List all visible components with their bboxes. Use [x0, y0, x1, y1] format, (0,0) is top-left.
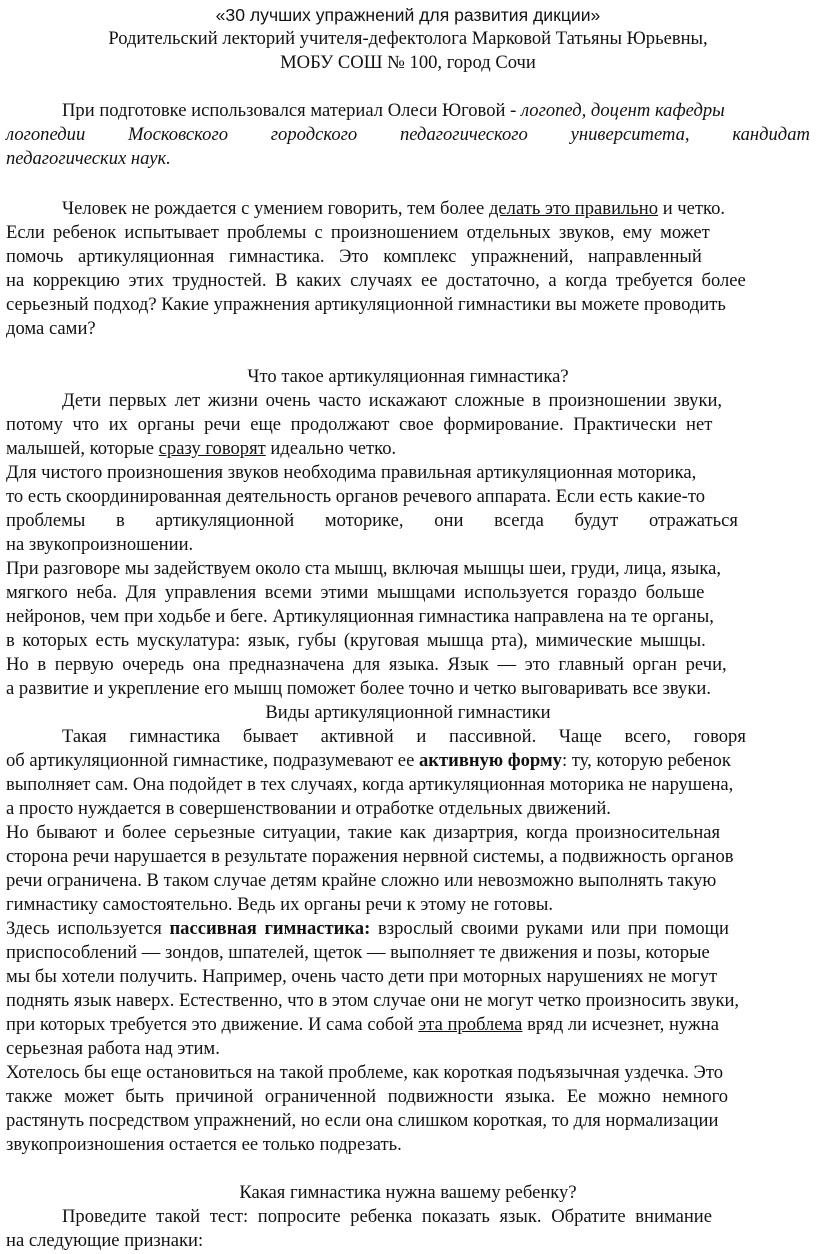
intro-line-6: дома сами?	[6, 318, 96, 339]
types-line-15: Хотелось бы еще остановиться на такой проблеме, как короткая подъязычная уздечка. Это	[6, 1062, 724, 1083]
what-line-10: нейронов, чем при ходьбе и беге. Артикуляционная гимнастика направлена на те органы,	[6, 606, 714, 627]
which-line-2: на следующие признаки:	[6, 1230, 204, 1251]
types-p3-line5-text: при которых требуется это движение. И сама собой	[6, 1014, 414, 1035]
types-line-11: мы бы хотели получить. Например, очень часто дети при моторных нарушениях не могут	[6, 966, 718, 987]
intro-line-5: серьезный подход? Какие упражнения артикуляционной гимнастики вы можете проводить	[6, 294, 726, 315]
types-line-5: Но бывают и более серьезные ситуации, такие как дизартрия, когда произносительная	[6, 822, 721, 843]
active-form-term: активную форму	[418, 750, 562, 771]
document-subtitle: Родительский лекторий учителя-дефектолога Марковой Татьяны Юрьевны,	[108, 28, 708, 49]
what-line-6: проблемы в артикуляционной моторике, они всегда будут отражаться	[6, 510, 738, 531]
school-line: МОБУ СОШ № 100, город Сочи	[280, 52, 536, 73]
intro-line-1	[0, 197, 816, 221]
types-text-end: : ту, которую ребенок	[561, 750, 731, 771]
types-line-9	[0, 917, 816, 941]
source-credential-2: логопедии Московского городского педагогического университета, кандидат	[6, 124, 810, 145]
section-heading-what: Что такое артикуляционная гимнастика?	[247, 366, 569, 387]
document-title: «30 лучших упражнений для развития дикции»	[215, 5, 601, 25]
what-line-7: на звукопроизношении.	[6, 534, 194, 555]
intro-line-2: Если ребенок испытывает проблемы с произношением отдельных звуков, ему может	[6, 222, 710, 243]
what-line-5: то есть скоординированная деятельность органов речевого аппарата. Если есть какие-то	[6, 486, 706, 507]
source-line-2	[0, 123, 816, 147]
what-text-end: идеально четко.	[270, 438, 397, 459]
types-p3-text-end: взрослый своими руками или при помощи	[377, 918, 729, 939]
types-line-10: приспособлений — зондов, шпателей, щеток — выполняет те движения и позы, которые	[6, 942, 710, 963]
problem-link[interactable]: эта проблема	[418, 1014, 523, 1035]
what-line-2: потому что их органы речи еще продолжают свое формирование. Практически нет	[6, 414, 713, 435]
types-text: об артикуляционной гимнастике, подразумевают ее	[6, 750, 415, 771]
what-line-9: мягкого неба. Для управления всеми этими мышцами используется гораздо больше	[6, 582, 705, 603]
source-credential: логопед, доцент кафедры	[520, 100, 725, 121]
types-line-17: растянуть посредством упражнений, но если она слишком короткая, то для нормализации	[6, 1110, 719, 1131]
what-text: малышей, которые	[6, 438, 155, 459]
source-line-3: педагогических наук.	[6, 148, 171, 169]
intro-text-end: и четко.	[662, 198, 726, 219]
intro-line-4: на коррекцию этих трудностей. В каких случаях ее достаточно, а когда требуется более	[6, 270, 746, 291]
types-line-3: выполняет сам. Она подойдет в тех случаях, когда артикуляционная моторика не нарушена,	[6, 774, 734, 795]
types-line-13	[0, 1013, 816, 1037]
source-line-1	[0, 99, 816, 123]
types-line-6: сторона речи нарушается в результате поражения нервной системы, а подвижность органов	[6, 846, 734, 867]
types-line-14: серьезная работа над этим.	[6, 1038, 220, 1059]
types-line-16: также может быть причиной ограниченной подвижности языка. Ее можно немного	[6, 1086, 729, 1107]
types-line-12: поднять язык наверх. Естественно, что в этом случае они не могут четко произносить звуки,	[6, 990, 740, 1011]
which-line-1: Проведите такой тест: попросите ребенка показать язык. Обратите внимание	[62, 1206, 712, 1227]
passive-gymnastics-term: пассивная гимнастика:	[169, 918, 371, 939]
types-p3-text: Здесь используется	[6, 918, 162, 939]
types-line-7: речи ограничена. В таком случае детям крайне сложно или невозможно выполнять такую	[6, 870, 717, 891]
source-intro: При подготовке использовался материал Олеси Юговой -	[62, 100, 517, 121]
intro-link[interactable]: делать это правильно	[488, 198, 659, 219]
types-line-2	[0, 749, 816, 773]
types-line-8: гимнастику самостоятельно. Ведь их органы речи к этому не готовы.	[6, 894, 554, 915]
what-line-13: а развитие и укрепление его мышц поможет более точно и четко выговаривать все звуки.	[6, 678, 711, 699]
what-line-3	[0, 437, 816, 461]
section-heading-types: Виды артикуляционной гимнастики	[265, 702, 551, 723]
what-link[interactable]: сразу говорят	[158, 438, 266, 459]
what-line-12: Но в первую очередь она предназначена для языка. Язык — это главный орган речи,	[6, 654, 727, 675]
intro-line-3: помочь артикуляционная гимнастика. Это комплекс упражнений, направленный	[6, 246, 702, 267]
what-line-4: Для чистого произношения звуков необходима правильная артикуляционная моторика,	[6, 462, 697, 483]
what-line-8: При разговоре мы задействуем около ста мышц, включая мышцы шеи, груди, лица, языка,	[6, 558, 722, 579]
what-line-11: в которых есть мускулатура: язык, губы (круговая мышца рта), мимические мышцы.	[6, 630, 706, 651]
what-line-1: Дети первых лет жизни очень часто искажают сложные в произношении звуки,	[62, 390, 723, 411]
intro-text: Человек не рождается с умением говорить, тем более	[62, 198, 485, 219]
section-heading-which: Какая гимнастика нужна вашему ребенку?	[239, 1182, 577, 1203]
types-line-1: Такая гимнастика бывает активной и пассивной. Чаще всего, говоря	[62, 726, 746, 747]
types-line-18: звукопроизношения остается ее только подрезать.	[6, 1134, 402, 1155]
types-line-4: а просто нуждается в совершенствовании и отработке отдельных движений.	[6, 798, 611, 819]
types-p3-line5-end: вряд ли исчезнет, нужна	[527, 1014, 719, 1035]
